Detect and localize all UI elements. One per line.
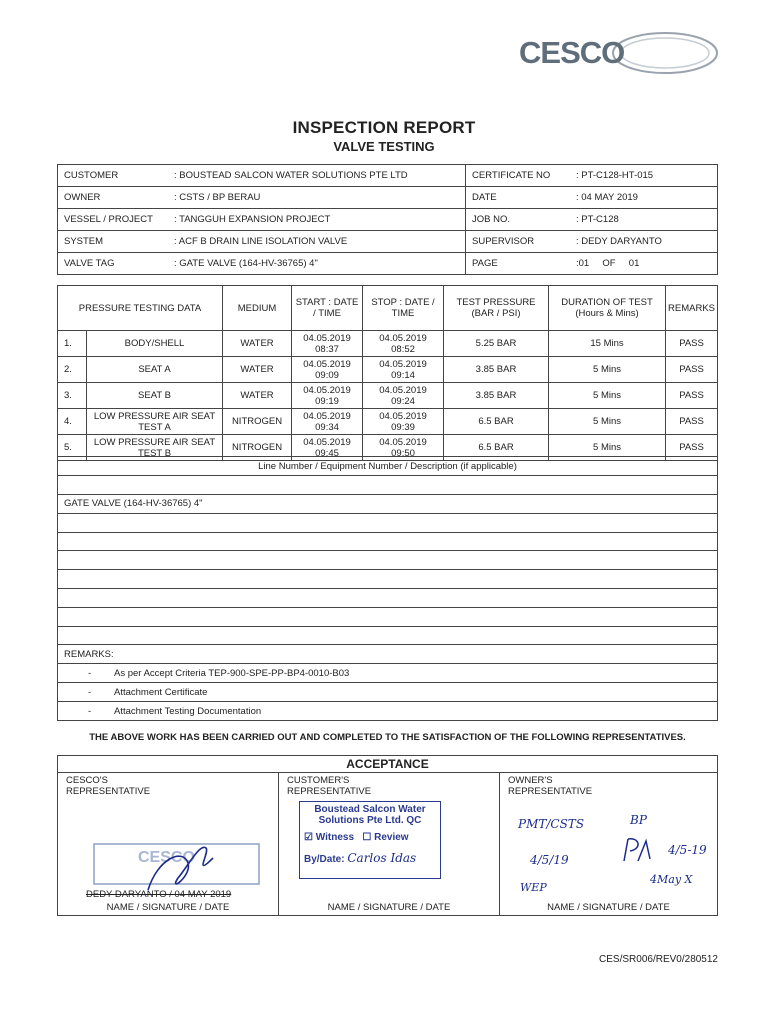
test-row-pressure: 6.5 BAR bbox=[444, 435, 549, 461]
customer-value: : BOUSTEAD SALCON WATER SOLUTIONS PTE LTD bbox=[168, 165, 466, 187]
customer-label: CUSTOMER bbox=[58, 165, 169, 187]
vessel-label: VESSEL / PROJECT bbox=[58, 209, 169, 231]
test-row-remarks: PASS bbox=[666, 435, 718, 461]
header-testing-data: PRESSURE TESTING DATA bbox=[58, 286, 223, 331]
info-table bbox=[57, 164, 718, 275]
customer-handwriting: Carlos Idas bbox=[347, 851, 417, 865]
header-remarks: REMARKS bbox=[666, 286, 718, 331]
test-row bbox=[58, 331, 718, 357]
blank-row bbox=[58, 570, 718, 589]
test-row-start: 04.05.2019 09:19 bbox=[292, 383, 363, 409]
review-checkbox-icon: ☐ bbox=[362, 832, 372, 843]
completion-statement: THE ABOVE WORK HAS BEEN CARRIED OUT AND COMPLETED TO THE SATISFACTION OF THE FOLLOWING REPRESENTATIVES. bbox=[89, 732, 686, 743]
job-value: : PT-C128 bbox=[570, 209, 718, 231]
remark-item: - Attachment Certificate bbox=[58, 683, 718, 702]
header-test-pressure: TEST PRESSURE (BAR / PSI) bbox=[444, 286, 549, 331]
test-row-data: SEAT B bbox=[87, 383, 223, 409]
test-row-start: 04.05.2019 08:37 bbox=[292, 331, 363, 357]
valve-tag-label: VALVE TAG bbox=[58, 253, 169, 275]
date-label: DATE bbox=[466, 187, 571, 209]
rep-word: REPRESENTATIVE bbox=[508, 786, 593, 797]
test-row-number: 1. bbox=[58, 331, 87, 357]
test-row-pressure: 6.5 BAR bbox=[444, 409, 549, 435]
owner-value: : CSTS / BP BERAU bbox=[168, 187, 466, 209]
test-row-data: LOW PRESSURE AIR SEAT TEST A bbox=[87, 409, 223, 435]
cesco-sig-label: NAME / SIGNATURE / DATE bbox=[106, 902, 230, 913]
test-row-medium: WATER bbox=[223, 383, 292, 409]
blank-row bbox=[58, 607, 718, 626]
blank-row bbox=[58, 551, 718, 570]
owner-handwriting-2: BP bbox=[630, 813, 647, 827]
description-value: GATE VALVE (164-HV-36765) 4" bbox=[58, 494, 718, 513]
test-row-duration: 5 Mins bbox=[549, 435, 666, 461]
test-row-stop: 04.05.2019 09:50 bbox=[363, 435, 444, 461]
header-medium: MEDIUM bbox=[223, 286, 292, 331]
test-row-data: BODY/SHELL bbox=[87, 331, 223, 357]
acceptance-title: ACCEPTANCE bbox=[58, 756, 718, 773]
remarks-label: REMARKS: bbox=[58, 645, 718, 664]
date-value: : 04 MAY 2019 bbox=[570, 187, 718, 209]
test-row-data: LOW PRESSURE AIR SEAT TEST B bbox=[87, 435, 223, 461]
line-number-label: Line Number / Equipment Number / Description (if applicable) bbox=[58, 457, 718, 476]
test-row-stop: 04.05.2019 09:39 bbox=[363, 409, 444, 435]
test-row-remarks: PASS bbox=[666, 383, 718, 409]
test-row-medium: NITROGEN bbox=[223, 435, 292, 461]
header-duration: DURATION OF TEST (Hours & Mins) bbox=[549, 286, 666, 331]
blank-row bbox=[58, 513, 718, 532]
cesco-name-date: DEDY DARYANTO / 04 MAY 2019 bbox=[86, 889, 232, 900]
certificate-value: : PT-C128-HT-015 bbox=[570, 165, 718, 187]
test-row-start: 04.05.2019 09:09 bbox=[292, 357, 363, 383]
description-table bbox=[57, 456, 718, 721]
test-row-duration: 5 Mins bbox=[549, 383, 666, 409]
vessel-value: : TANGGUH EXPANSION PROJECT bbox=[168, 209, 466, 231]
page-label: PAGE bbox=[466, 253, 571, 275]
remark-item: - Attachment Testing Documentation bbox=[58, 702, 718, 721]
customer-qc-stamp: Boustead Salcon Water Solutions Pte Ltd. QC ☑ Witness ☐ Review By/Date: Carlos Idas bbox=[299, 801, 441, 879]
owner-sig-label: NAME / SIGNATURE / DATE bbox=[547, 902, 670, 913]
valve-tag-value: : GATE VALVE (164-HV-36765) 4" bbox=[168, 253, 466, 275]
page-value: :01 OF 01 bbox=[570, 253, 718, 275]
system-label: SYSTEM bbox=[58, 231, 169, 253]
header-stop: STOP : DATE / TIME bbox=[363, 286, 444, 331]
rep-word: REPRESENTATIVE bbox=[66, 786, 151, 797]
owner-representative-cell bbox=[500, 773, 718, 916]
test-row-medium: WATER bbox=[223, 357, 292, 383]
test-row bbox=[58, 383, 718, 409]
test-row-remarks: PASS bbox=[666, 331, 718, 357]
customer-rep-label: CUSTOMER'S bbox=[287, 775, 350, 786]
test-row-medium: NITROGEN bbox=[223, 409, 292, 435]
owner-handwriting-5: WEP bbox=[520, 881, 547, 894]
customer-sig-label: NAME / SIGNATURE / DATE bbox=[327, 902, 451, 913]
job-label: JOB NO. bbox=[466, 209, 571, 231]
remark-item: - As per Accept Criteria TEP-900-SPE-PP-BP4-0010-B03 bbox=[58, 664, 718, 683]
test-row-duration: 5 Mins bbox=[549, 409, 666, 435]
test-row-medium: WATER bbox=[223, 331, 292, 357]
test-row-stop: 04.05.2019 09:24 bbox=[363, 383, 444, 409]
owner-handwriting-6: 4May X bbox=[650, 873, 693, 886]
supervisor-label: SUPERVISOR bbox=[466, 231, 571, 253]
svg-text:CESCO: CESCO bbox=[138, 849, 195, 866]
cesco-logo bbox=[515, 28, 720, 78]
test-row-stop: 04.05.2019 08:52 bbox=[363, 331, 444, 357]
test-row-pressure: 5.25 BAR bbox=[444, 331, 549, 357]
blank-row bbox=[58, 476, 718, 495]
test-row-data: SEAT A bbox=[87, 357, 223, 383]
test-row-pressure: 3.85 BAR bbox=[444, 383, 549, 409]
test-row-start: 04.05.2019 09:45 bbox=[292, 435, 363, 461]
test-row-stop: 04.05.2019 09:14 bbox=[363, 357, 444, 383]
owner-handwriting-1: PMT/CSTS bbox=[518, 817, 585, 831]
header-start: START : DATE / TIME bbox=[292, 286, 363, 331]
test-rows bbox=[58, 331, 718, 461]
supervisor-value: : DEDY DARYANTO bbox=[570, 231, 718, 253]
blank-row bbox=[58, 626, 718, 645]
rep-word: REPRESENTATIVE bbox=[287, 786, 372, 797]
owner-label: OWNER bbox=[58, 187, 169, 209]
owner-signature bbox=[620, 835, 660, 865]
svg-text:CESCO: CESCO bbox=[519, 35, 625, 70]
customer-representative-cell bbox=[279, 773, 500, 916]
test-row-duration: 5 Mins bbox=[549, 357, 666, 383]
system-value: : ACF B DRAIN LINE ISOLATION VALVE bbox=[168, 231, 466, 253]
test-row-number: 4. bbox=[58, 409, 87, 435]
test-row-remarks: PASS bbox=[666, 357, 718, 383]
owner-rep-label: OWNER'S bbox=[508, 775, 553, 786]
pressure-test-table bbox=[57, 285, 718, 461]
test-row bbox=[58, 409, 718, 435]
blank-row bbox=[58, 588, 718, 607]
certificate-label: CERTIFICATE NO bbox=[466, 165, 571, 187]
test-row-number: 2. bbox=[58, 357, 87, 383]
report-subtitle: VALVE TESTING bbox=[333, 139, 435, 154]
blank-row bbox=[58, 532, 718, 551]
owner-handwriting-3: 4/5/19 bbox=[530, 853, 569, 867]
test-row-start: 04.05.2019 09:34 bbox=[292, 409, 363, 435]
witness-checkbox-icon: ☑ bbox=[304, 832, 313, 843]
test-row-remarks: PASS bbox=[666, 409, 718, 435]
owner-handwriting-4: 4/5-19 bbox=[668, 843, 707, 857]
test-row-duration: 15 Mins bbox=[549, 331, 666, 357]
test-row-number: 3. bbox=[58, 383, 87, 409]
test-row bbox=[58, 357, 718, 383]
acceptance-table bbox=[57, 755, 718, 916]
cesco-rep-label: CESCO'S bbox=[66, 775, 108, 786]
document-code: CES/SR006/REV0/280512 bbox=[599, 954, 718, 965]
cesco-representative-cell bbox=[58, 773, 279, 916]
test-row-pressure: 3.85 BAR bbox=[444, 357, 549, 383]
report-title: INSPECTION REPORT bbox=[292, 118, 476, 137]
test-row-number: 5. bbox=[58, 435, 87, 461]
